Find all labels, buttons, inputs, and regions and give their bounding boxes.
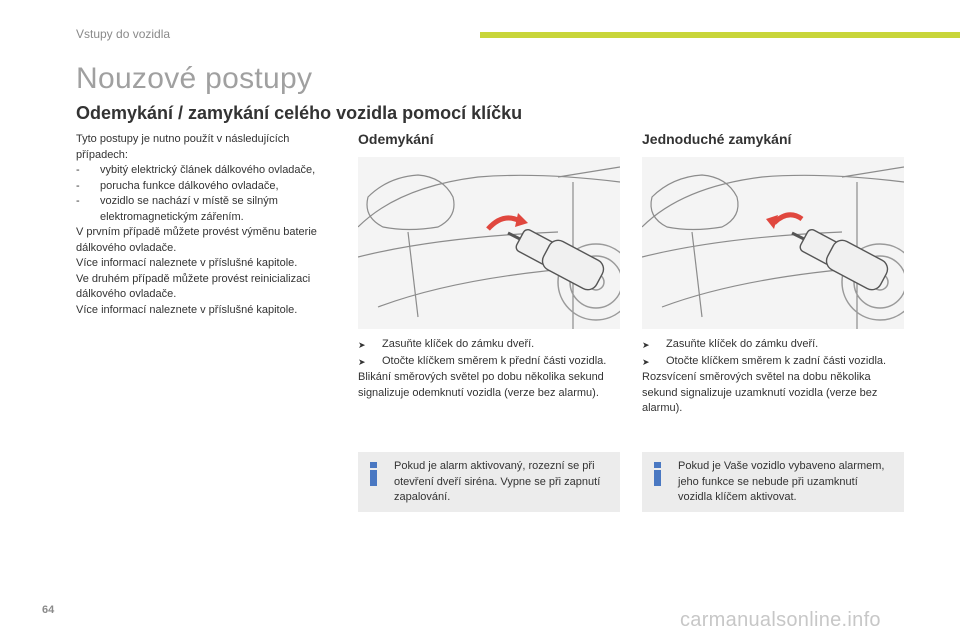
intro-bullet: - porucha funkce dálkového ovladače, [76,179,279,192]
header-accent-bar [480,32,960,38]
arrow-right-icon: ➤ [642,356,650,367]
arrow-right-icon: ➤ [358,356,366,367]
rotation-arrow [774,215,802,223]
watermark-link[interactable]: carmanualsonline.info [680,609,881,631]
lock-step: ➤ Zasuňte klíček do zámku dveří. [642,337,904,354]
rotation-arrow [488,218,520,229]
page-number: 64 [42,604,55,616]
unlock-result: Blikání směrových světel po dobu několika sekund signalizuje odemknutí vozidla (verze bez alarmu). [358,371,604,399]
lock-info-box [642,452,904,512]
page-title: Nouzové postupy [76,62,313,95]
intro-para: Více informací naleznete v příslušné kapitole. [76,303,298,316]
intro-para: Ve druhém případě můžete provést reinicializaci dálkového ovladače. [76,272,311,300]
unlock-step: ➤ Zasuňte klíček do zámku dveří. [358,337,620,354]
lock-steps [642,337,904,417]
intro-bullet: - vozidlo se nachází v místě se silným elektromagnetickým zářením. [76,195,278,223]
unlock-illustration [358,157,620,329]
unlock-heading: Odemykání [358,131,434,147]
intro-para: V prvním případě můžete provést výměnu baterie dálkového ovladače. [76,226,317,254]
arrow-right-icon: ➤ [358,340,366,350]
arrow-right-icon: ➤ [642,340,650,350]
lock-result: Rozsvícení směrových světel na dobu několika sekund signalizuje uzamknutí vozidla (verze bez alarmu). [642,371,878,414]
intro-lead: Tyto postupy je nutno použít v následujících případech: [76,133,290,161]
unlock-info-box [358,452,620,512]
unlock-steps [358,337,620,401]
info-icon [652,462,664,486]
intro-para: Více informací naleznete v příslušné kapitole. [76,257,298,269]
info-icon [368,462,380,486]
lock-illustration [642,157,904,329]
unlock-info-text: Pokud je alarm aktivovaný, rozezní se při otevření dveří siréna. Vypne se při zapnutí zapalování. [394,460,601,503]
chapter-title: Vstupy do vozidla [76,27,171,41]
lock-step: ➤ Otočte klíčkem směrem k zadní části vozidla. [642,354,904,371]
intro-text [76,132,336,318]
intro-bullet: - vybitý elektrický článek dálkového ovladače, [76,164,316,176]
section-subtitle: Odemykání / zamykání celého vozidla pomocí klíčku [76,103,523,123]
unlock-step: ➤ Otočte klíčkem směrem k přední části vozidla. [358,354,620,371]
lock-info-text: Pokud je Vaše vozidlo vybaveno alarmem, jeho funkce se nebude při uzamknutí vozidla klíčem aktivovat. [678,460,885,503]
lock-heading: Jednoduché zamykání [642,131,792,147]
